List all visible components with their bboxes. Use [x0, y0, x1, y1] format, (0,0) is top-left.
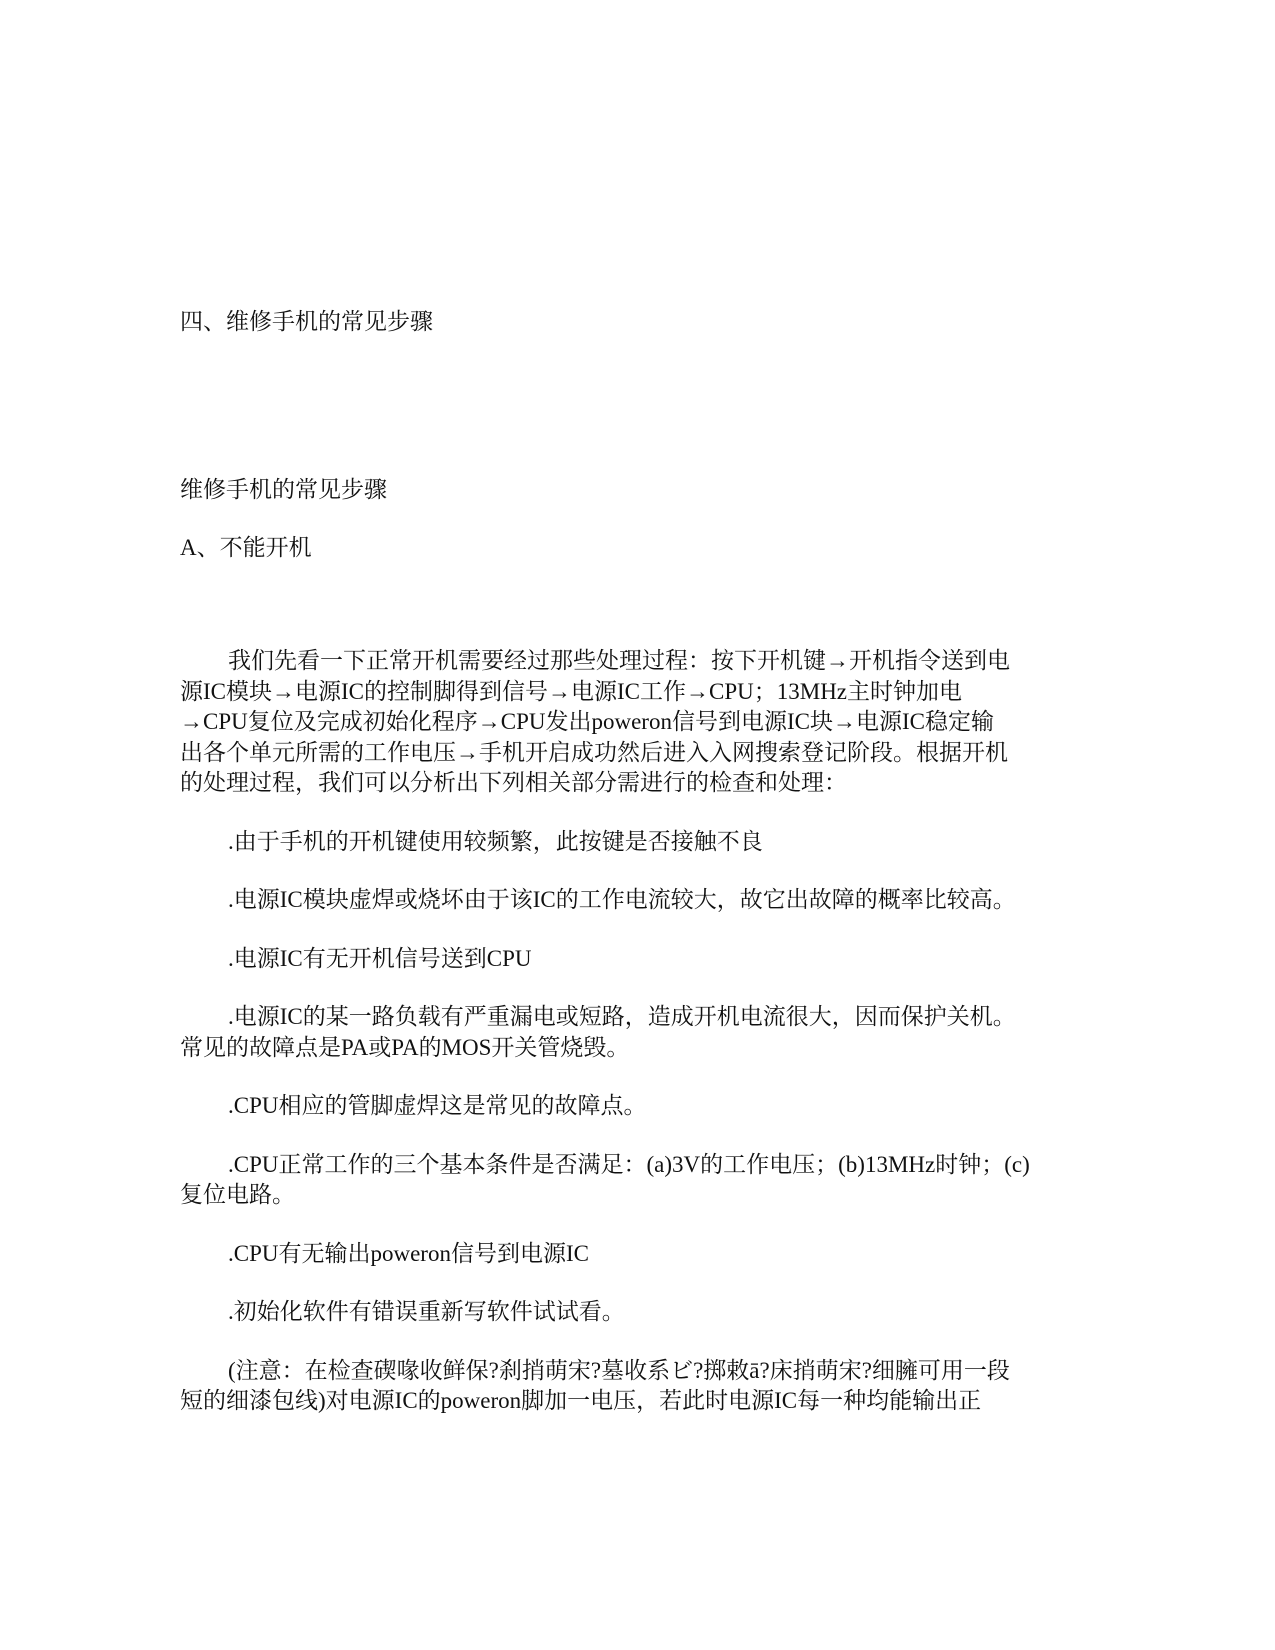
paragraph-line: 源IC模块→电源IC的控制脚得到信号→电源IC工作→CPU；13MHz主时钟加电	[180, 678, 963, 704]
document-body	[180, 646, 1080, 1445]
check-item	[180, 1002, 1080, 1063]
intro-paragraph	[180, 646, 1080, 799]
check-item	[180, 1239, 1080, 1270]
check-item	[180, 1297, 1080, 1328]
check-item-line: .CPU有无输出poweron信号到电源IC	[228, 1240, 589, 1266]
note-paragraph	[180, 1356, 1080, 1417]
check-item	[180, 1091, 1080, 1122]
check-item	[180, 885, 1080, 916]
paragraph-line: →CPU复位及完成初始化程序→CPU发出poweron信号到电源IC块→电源IC稳定输	[180, 709, 994, 734]
page-heading: 四、维修手机的常见步骤	[180, 309, 433, 334]
note-line: (注意：在检查碶喙收鲜保?刹捎萌宋?墓收系ビ?掷敕ā?床捎萌宋?细臃可用一段	[228, 1357, 1010, 1383]
section-subheading: 维修手机的常见步骤	[180, 477, 387, 502]
check-item-line: .电源IC有无开机信号送到CPU	[228, 945, 532, 971]
note-line: 短的细漆包线)对电源IC的poweron脚加一电压，若此时电源IC每一种均能输出正	[180, 1388, 982, 1413]
section-title: A、不能开机	[180, 535, 312, 560]
check-item-line: 常见的故障点是PA或PA的MOS开关管烧毁。	[180, 1034, 630, 1060]
check-item	[180, 1150, 1080, 1211]
check-item-line: 复位电路。	[180, 1182, 295, 1207]
paragraph-line: 我们先看一下正常开机需要经过那些处理过程：按下开机键→开机指令送到电	[228, 648, 1010, 673]
check-item-line: .电源IC模块虚焊或烧坏由于该IC的工作电流较大，故它出故障的概率比较高。	[228, 887, 1016, 912]
check-item	[180, 944, 1080, 975]
paragraph-line: 的处理过程，我们可以分析出下列相关部分需进行的检查和处理：	[180, 770, 847, 795]
check-item-line: .由于手机的开机键使用较频繁，此按键是否接触不良	[228, 828, 763, 854]
check-item-line: .CPU相应的管脚虚焊这是常见的故障点。	[228, 1093, 647, 1118]
check-item-line: .初始化软件有错误重新写软件试试看。	[228, 1299, 625, 1324]
check-item	[180, 827, 1080, 858]
check-item-line: .CPU正常工作的三个基本条件是否满足：(a)3V的工作电压；(b)13MHz时钟；(c)	[228, 1151, 1030, 1177]
paragraph-line: 出各个单元所需的工作电压→手机开启成功然后进入入网搜索登记阶段。根据开机	[180, 739, 1008, 765]
check-item-line: .电源IC的某一路负载有严重漏电或短路，造成开机电流很大，因而保护关机。	[228, 1004, 1016, 1029]
